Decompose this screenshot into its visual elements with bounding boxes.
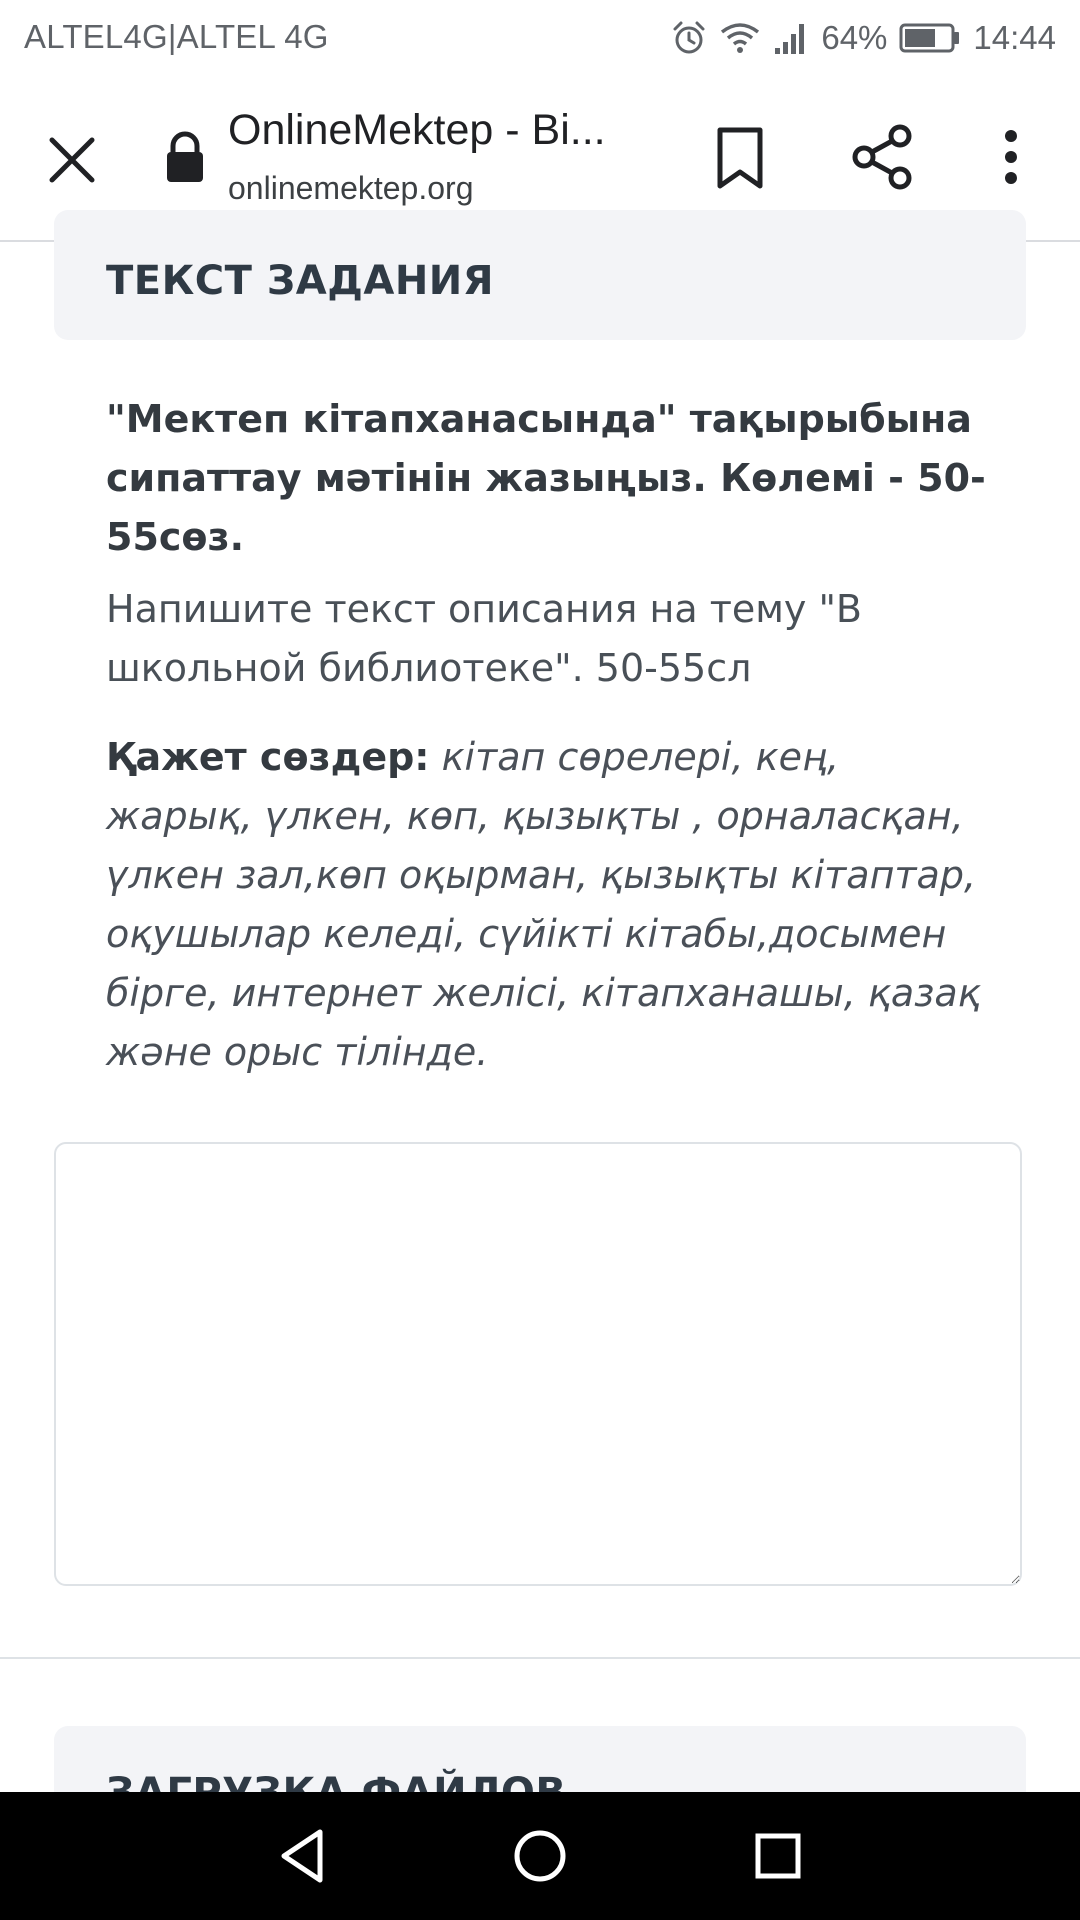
required-words-list: кітап сөрелері, кең, жарық, үлкен, көп, қызықты , орналасқан, үлкен зал,көп оқырман, қызықты кітаптар, оқушылар келеді, сүйікті кітабы,досымен бірге, интернет желісі, кітапханашы, қазақ және орыс тілінде. xyxy=(106,735,981,1074)
carrier-name: ALTEL4G|ALTEL 4G xyxy=(24,18,329,55)
alarm-icon xyxy=(671,20,707,56)
required-words xyxy=(106,728,986,1082)
clock-time: 14:44 xyxy=(973,19,1056,56)
page-url[interactable]: onlinemektep.org xyxy=(228,170,474,206)
navigation-bar xyxy=(0,1792,1080,1920)
lock-icon[interactable] xyxy=(164,130,206,184)
back-icon xyxy=(272,1824,336,1888)
status-bar xyxy=(0,0,1080,76)
answer-textarea[interactable] xyxy=(54,1142,1022,1586)
bookmark-button[interactable] xyxy=(708,124,772,194)
bookmark-icon xyxy=(708,124,772,194)
close-button[interactable] xyxy=(40,128,104,192)
task-prompt-kazakh: "Мектеп кітапханасында" тақырыбына сипаттау мәтінін жазыңыз. Көлемі - 50-55сөз. xyxy=(106,397,986,559)
more-options-button[interactable] xyxy=(986,122,1036,192)
task-prompt-russian: Напишите текст описания на тему "В школьной библиотеке". 50-55сл xyxy=(106,587,862,690)
share-button[interactable] xyxy=(848,122,918,192)
close-icon xyxy=(40,128,104,192)
home-icon xyxy=(508,1824,572,1888)
wifi-icon xyxy=(719,20,761,56)
task-section-header xyxy=(54,210,1026,340)
more-vert-icon xyxy=(986,122,1036,192)
recents-icon xyxy=(746,1824,810,1888)
recents-button[interactable] xyxy=(746,1824,810,1888)
share-icon xyxy=(848,122,918,192)
signal-icon xyxy=(773,20,809,56)
page-content xyxy=(0,240,1080,1792)
home-button[interactable] xyxy=(508,1824,572,1888)
section-divider xyxy=(0,1657,1080,1659)
task-section-title: ТЕКСТ ЗАДАНИЯ xyxy=(106,258,495,304)
back-button[interactable] xyxy=(272,1824,336,1888)
page-title[interactable]: OnlineMektep - Bi... xyxy=(228,106,606,154)
required-words-label: Қажет сөздер: xyxy=(106,735,430,779)
battery-level: 64% xyxy=(821,19,888,56)
battery-icon xyxy=(899,22,961,54)
status-icons xyxy=(671,14,1056,62)
